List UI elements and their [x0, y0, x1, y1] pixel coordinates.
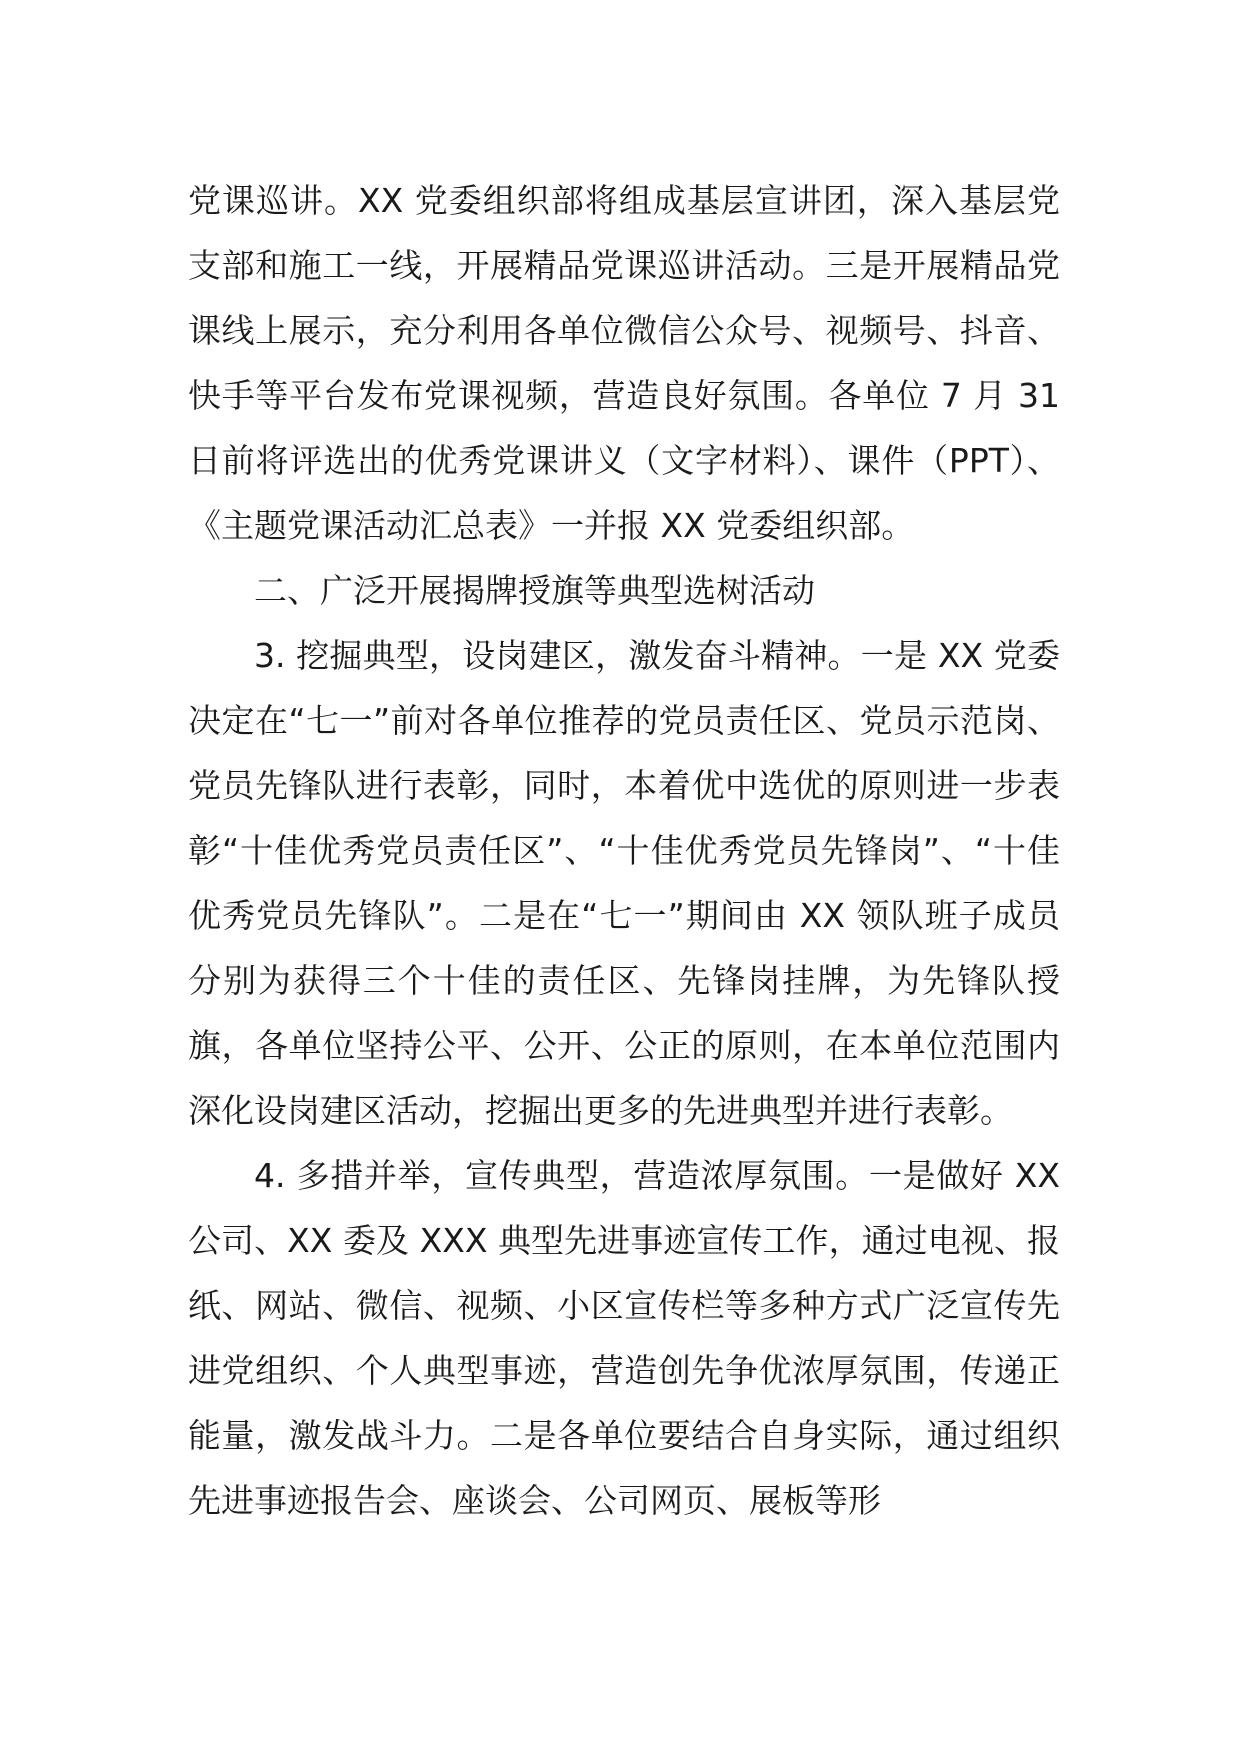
paragraph-party-lecture-tour: 党课巡讲。XX 党委组织部将组成基层宣讲团，深入基层党支部和施工一线，开展精品党课巡讲活动。三是开展精品党课线上展示，充分利用各单位微信公众号、视频号、抖音、快手等平台发布党课视频，营造良好氛围。各单位 7 月 31 日前将评选出的优秀党课讲义（文字材料）、课件（PPT）、《主题党课活动汇总表》一并报 XX 党委组织部。: [188, 181, 1060, 545]
section-heading-2: 二、广泛开展揭牌授旗等典型选树活动: [254, 571, 815, 610]
document-body: [188, 168, 1060, 1533]
paragraph-item-3: 3. 挖掘典型，设岗建区，激发奋斗精神。一是 XX 党委决定在“七一”前对各单位推荐的党员责任区、党员示范岗、党员先锋队进行表彰，同时，本着优中选优的原则进一步表彰“十佳优秀党员责任区”、“十佳优秀党员先锋岗”、“十佳优秀党员先锋队”。二是在“七一”期间由 XX 领队班子成员分别为获得三个十佳的责任区、先锋岗挂牌，为先锋队授旗，各单位坚持公平、公开、公正的原则，在本单位范围内深化设岗建区活动，挖掘出更多的先进典型并进行表彰。: [188, 636, 1060, 1130]
paragraph-item-4: 4. 多措并举，宣传典型，营造浓厚氛围。一是做好 XX 公司、XX 委及 XXX 典型先进事迹宣传工作，通过电视、报纸、网站、微信、视频、小区宣传栏等多种方式广泛宣传先进党组织、个人典型事迹，营造创先争优浓厚氛围，传递正能量，激发战斗力。二是各单位要结合自身实际，通过组织先进事迹报告会、座谈会、公司网页、展板等形: [188, 1156, 1060, 1520]
